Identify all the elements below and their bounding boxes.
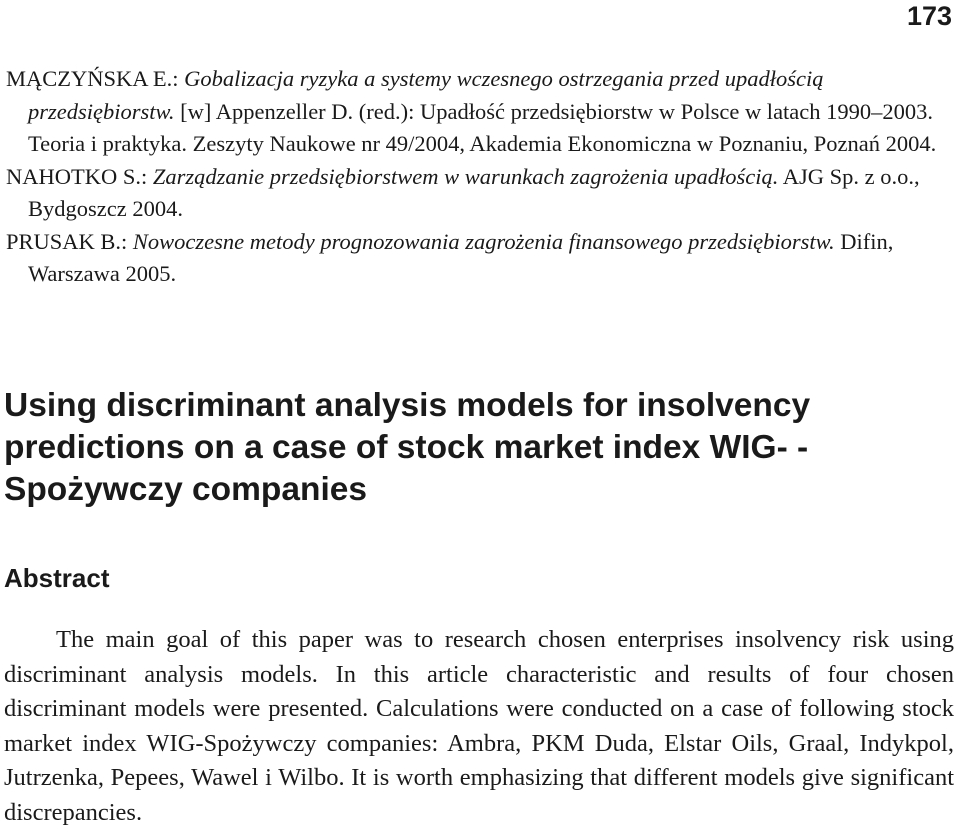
reference-author: MĄCZYŃSKA E.: xyxy=(6,66,179,91)
reference-details: Difin, Warszawa 2005. xyxy=(28,228,894,286)
references-list xyxy=(6,63,954,291)
reference-author: PRUSAK B.: xyxy=(6,228,128,254)
paper-title: Using discriminant analysis models for insolvency predictions on a case of stock market index WIG- -Spożywczy companies xyxy=(4,387,811,508)
page-number: 173 xyxy=(906,1,952,31)
reference-details: [w] Appenzeller D. (red.): Upadłość przedsiębiorstw w Polsce w latach 1990–2003. Teoria i praktyka. Zeszyty Naukowe nr 49/2004, Akademia Ekonomiczna w Poznaniu, Poznań 2004. xyxy=(28,98,937,156)
abstract-body: The main goal of this paper was to research chosen enterprises insolvency risk using discriminant analysis models. In this article characteristic and results of four chosen discriminant models were presented. Calculations were conducted on a case of following stock market index WIG-Spożywczy companies: Ambra, PKM Duda, Elstar Oils, Graal, Indykpol, Jutrzenka, Pepees, Wawel i Wilbo. It is worth emphasizing that different models give significant discrepancies. xyxy=(4,626,954,826)
abstract-heading: Abstract xyxy=(4,563,110,593)
reference-item xyxy=(6,63,954,161)
reference-author: NAHOTKO S.: xyxy=(6,163,148,189)
reference-item xyxy=(6,161,954,226)
reference-details: AJG Sp. z o.o., Bydgoszcz 2004. xyxy=(28,163,920,221)
reference-title: Gobalizacja ryzyka a systemy wczesnego ostrzegania przed upadłością przedsiębiorstw. xyxy=(28,66,824,124)
reference-item xyxy=(6,226,954,291)
reference-title: Nowoczesne metody prognozowania zagrożenia finansowego przedsiębiorstw. xyxy=(132,228,835,254)
reference-title: Zarządzanie przedsiębiorstwem w warunkach zagrożenia upadłością. xyxy=(152,163,779,189)
